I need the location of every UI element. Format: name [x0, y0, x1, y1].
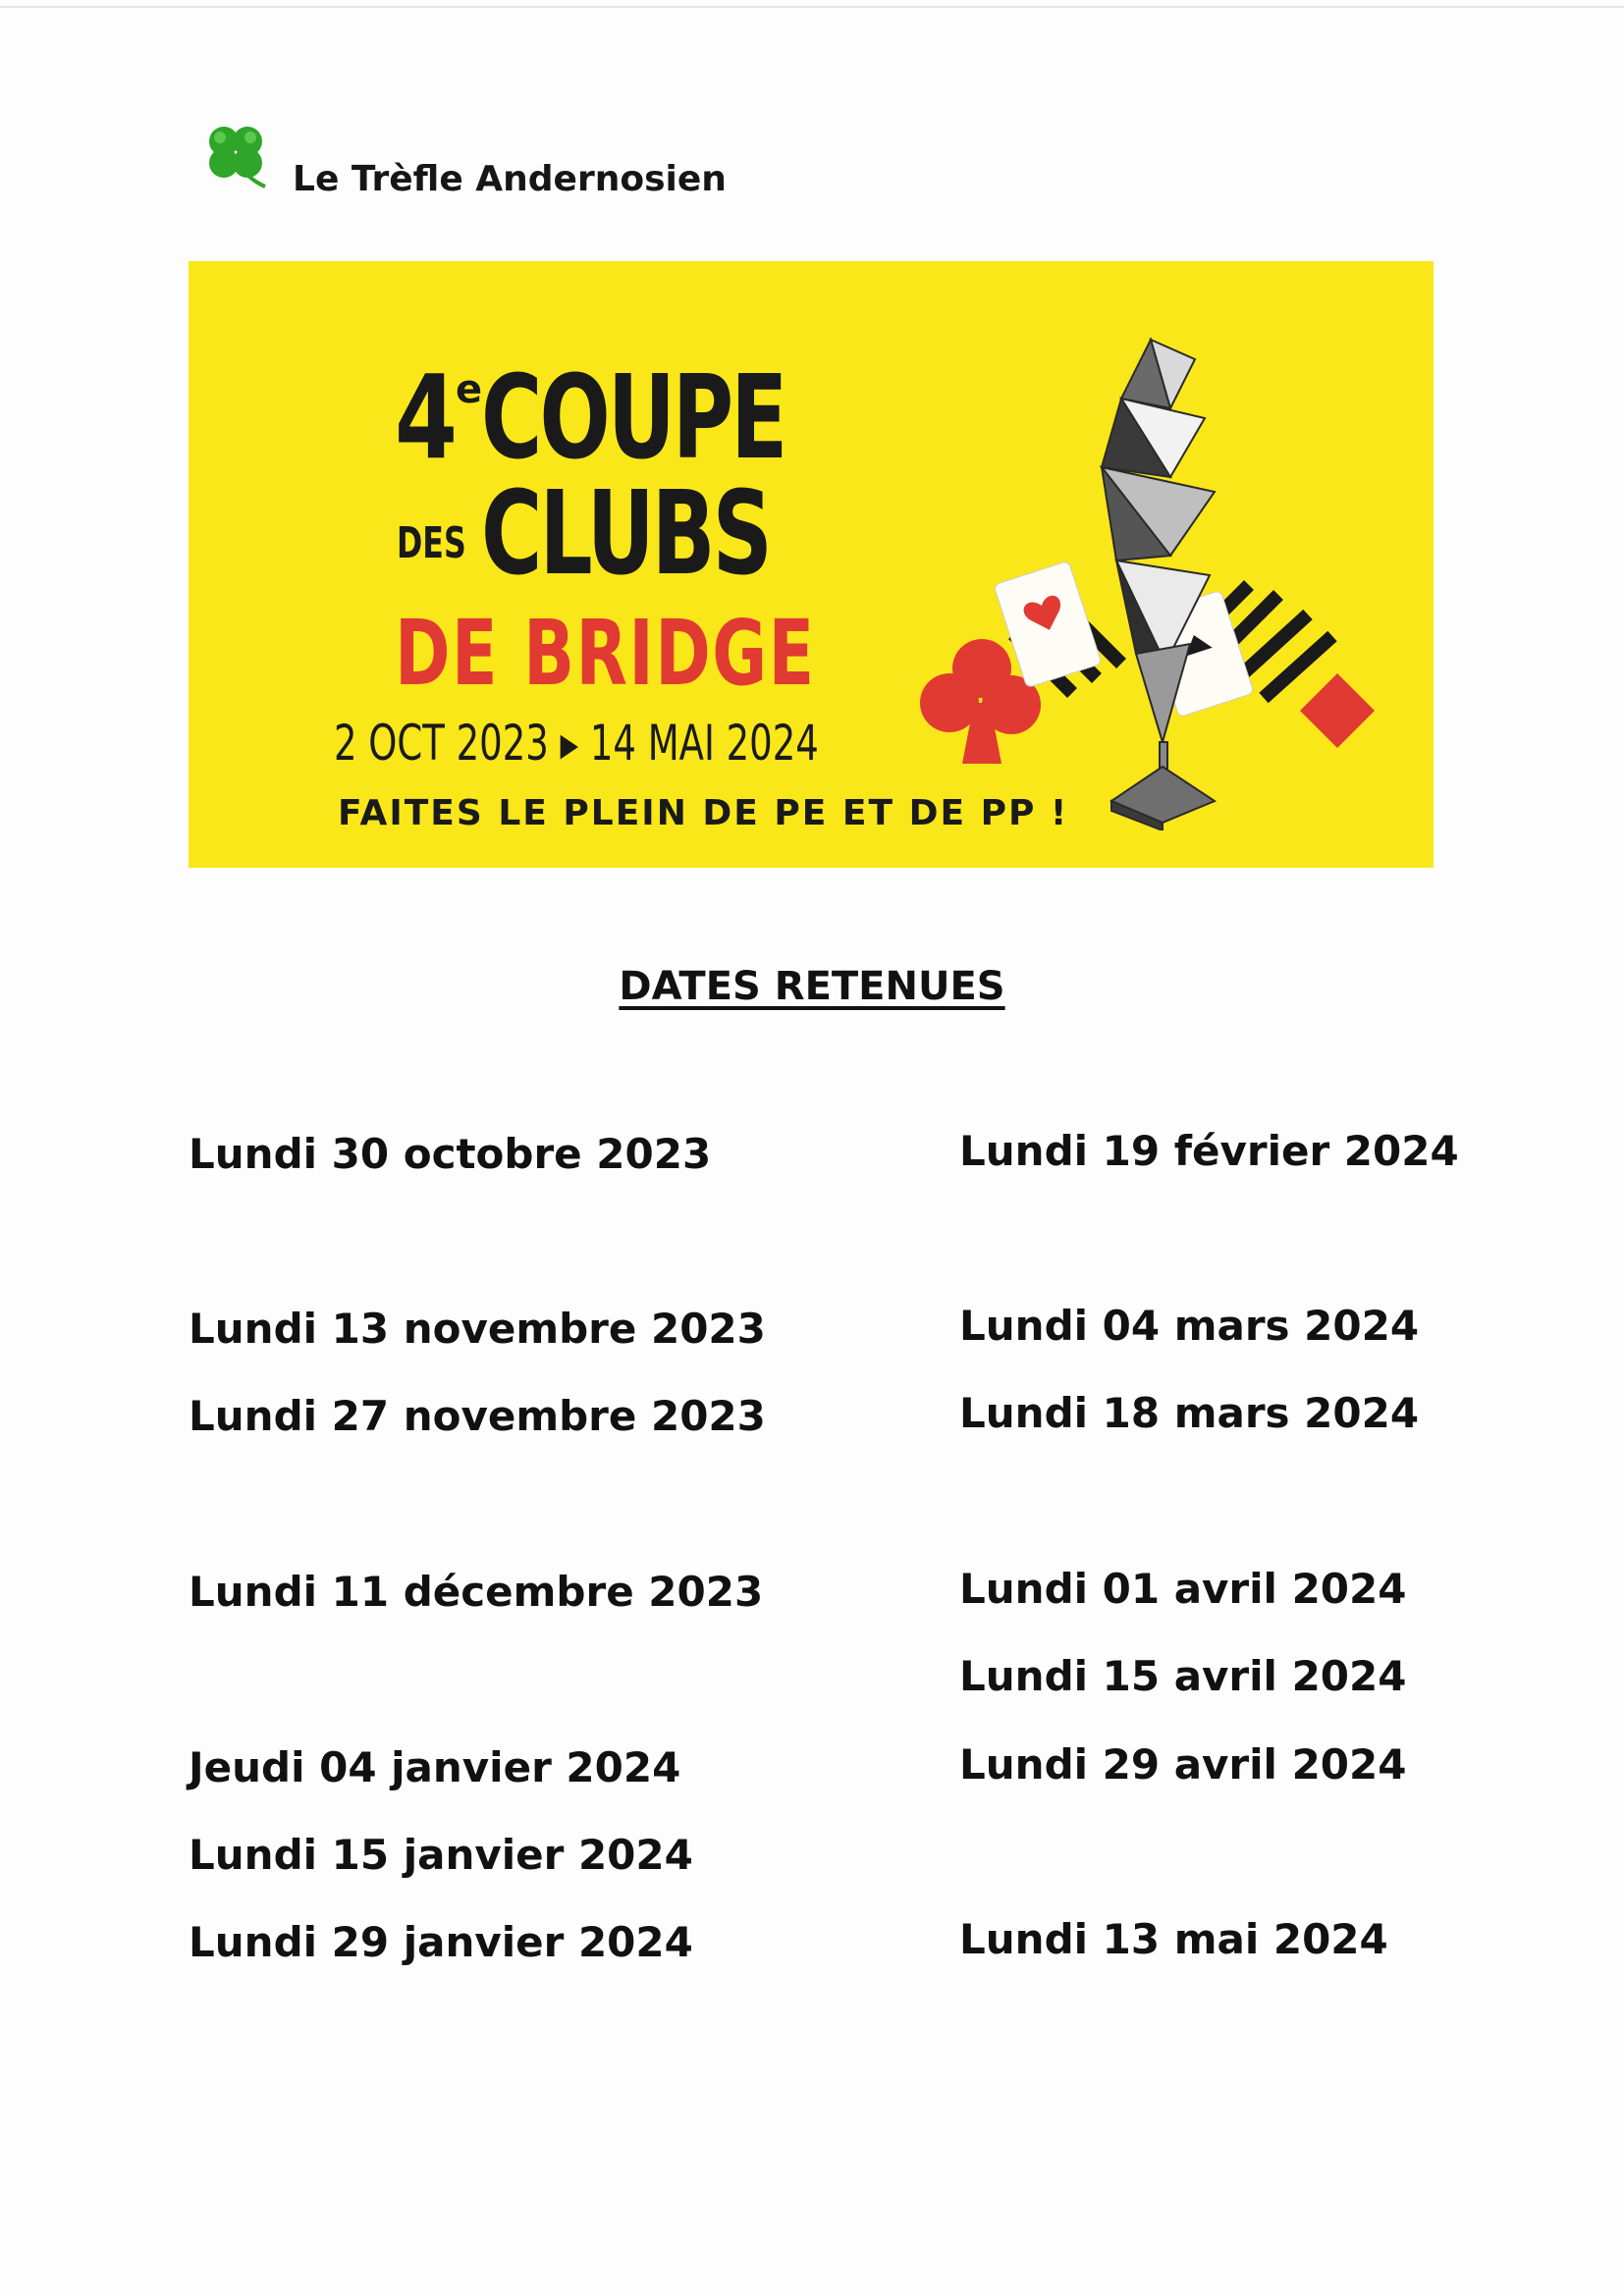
date-item: Lundi 01 avril 2024 — [959, 1565, 1407, 1613]
date-item: Lundi 13 mai 2024 — [959, 1915, 1388, 1963]
banner-date-range: 2 OCT 2023 ▸ 14 MAI 2024 — [334, 715, 819, 772]
date-item: Lundi 04 mars 2024 — [959, 1302, 1420, 1350]
trophy-illustration — [876, 281, 1426, 830]
date-item: Lundi 29 avril 2024 — [959, 1740, 1407, 1789]
dates-title-text: DATES RETENUES — [619, 964, 1005, 1009]
date-item: Jeudi 04 janvier 2024 — [189, 1743, 681, 1791]
date-item: Lundi 11 décembre 2023 — [189, 1568, 764, 1616]
date-item: Lundi 27 novembre 2023 — [189, 1392, 766, 1440]
clover-icon — [196, 116, 275, 194]
banner-title-bridge: DE BRIDGE — [395, 601, 816, 706]
date-item: Lundi 15 avril 2024 — [959, 1652, 1407, 1700]
banner-title-des: DES — [397, 518, 466, 568]
event-banner — [189, 261, 1434, 868]
date-item: Lundi 29 janvier 2024 — [189, 1918, 693, 1966]
dates-section-title — [0, 964, 1624, 1009]
date-item: Lundi 15 janvier 2024 — [189, 1831, 693, 1879]
banner-tagline: FAITES LE PLEIN DE PE ET DE PP ! — [338, 793, 1069, 833]
scan-edge-line — [0, 6, 1624, 8]
banner-edition-number: 4 — [395, 349, 455, 485]
date-item: Lundi 30 octobre 2023 — [189, 1130, 712, 1178]
date-item: Lundi 13 novembre 2023 — [189, 1305, 766, 1353]
club-name: Le Trèfle Andernosien — [293, 159, 727, 199]
banner-edition-superscript: e — [456, 367, 483, 412]
banner-title-coupe: COUPE — [481, 349, 785, 485]
banner-title-clubs: CLUBS — [481, 465, 770, 601]
date-item: Lundi 19 février 2024 — [959, 1127, 1459, 1175]
date-item: Lundi 18 mars 2024 — [959, 1389, 1420, 1437]
